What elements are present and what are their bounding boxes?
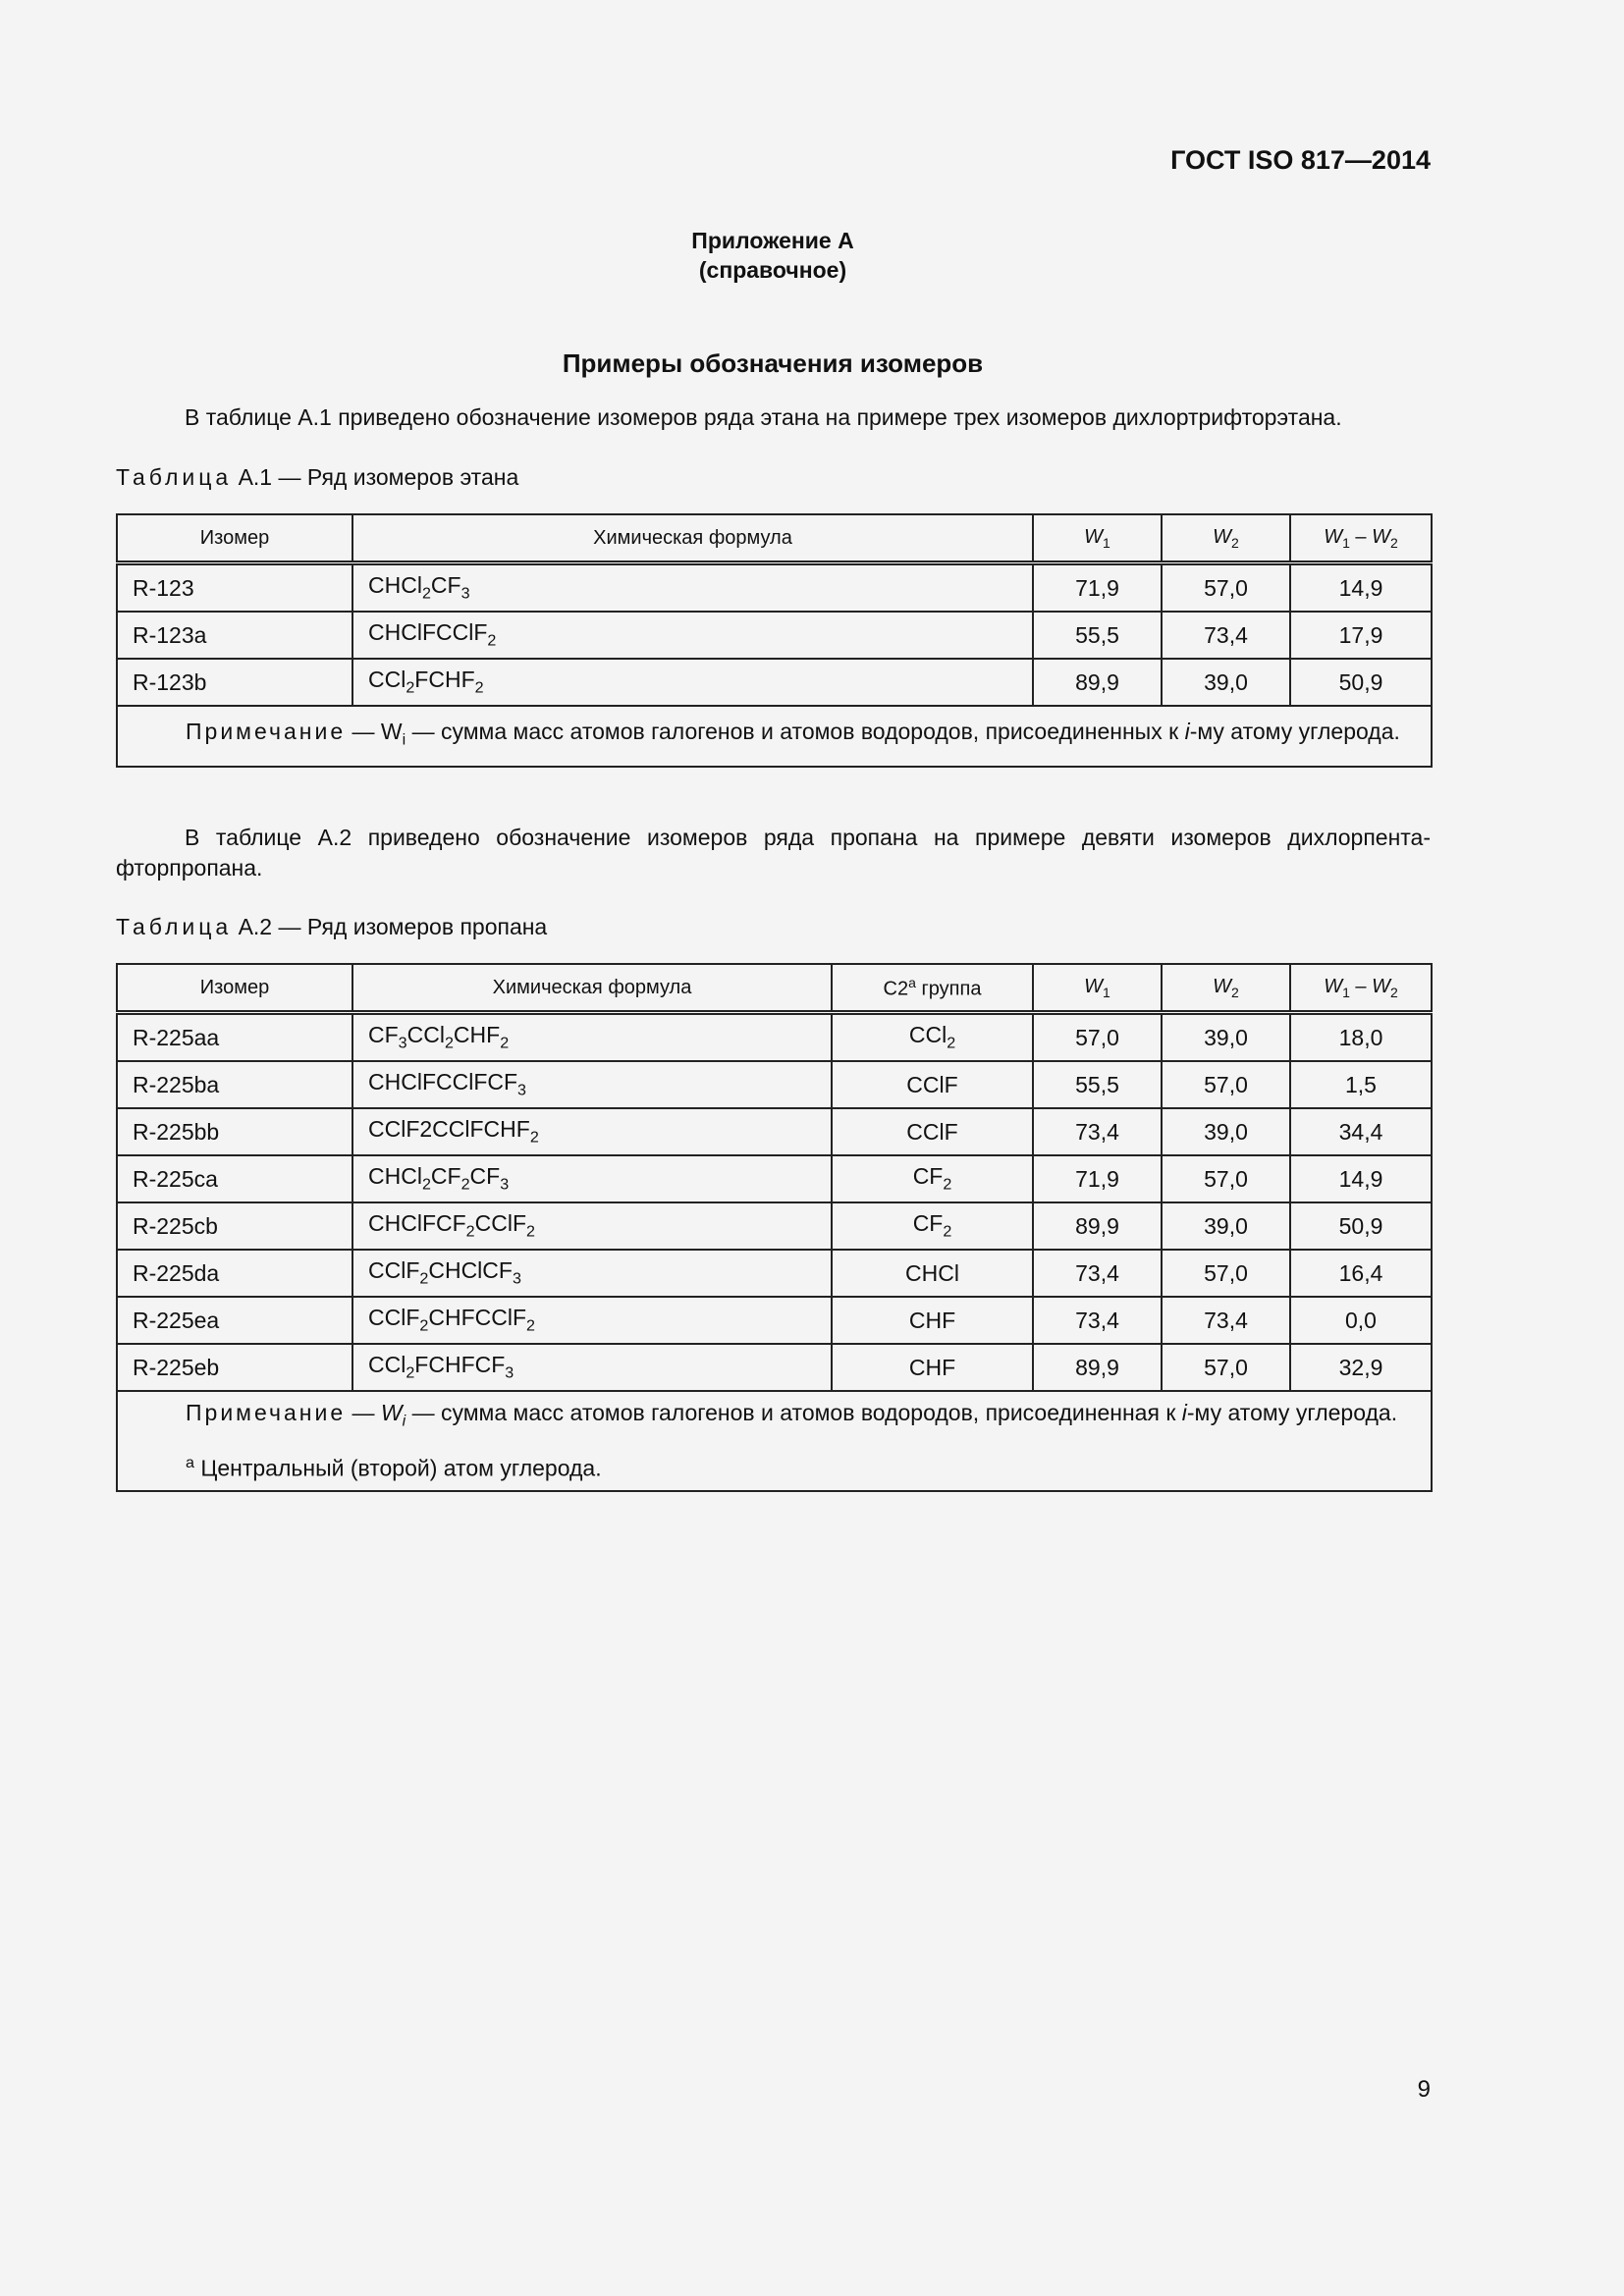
table1-note-row [117,706,1432,767]
table-row [117,612,1432,659]
col-formula: Химическая формула [352,964,832,1013]
col-isomer: Изомер [117,964,352,1013]
cell-c2-group: CCl$_2$ [832,1013,1033,1062]
cell-w2: 57,0 [1162,1061,1290,1108]
cell-formula: $CHCl_2CF_3$ [352,563,1033,613]
cell-isomer: R-225ca [117,1155,352,1202]
cell-formula: CClF$_2$CHFCClF$_2$ [352,1297,832,1344]
cell-diff: 50,9 [1290,1202,1432,1250]
table-row [117,1344,1432,1391]
col-w2: $W_2$ [1162,514,1290,563]
cell-isomer: R-225da [117,1250,352,1297]
cell-w2: 57,0 [1162,1250,1290,1297]
table1-header-row [117,514,1432,563]
cell-c2-group: $CF_2$ [832,1202,1033,1250]
table2-header-row [117,964,1432,1013]
cell-w2: 39,0 [1162,1202,1290,1250]
cell-w1: 57,0 [1033,1013,1162,1062]
table2-note-row [117,1391,1432,1491]
col-c2-group: C2$^a$ группа [832,964,1033,1013]
table2-caption [116,914,547,940]
table2-caption-prefix: Таблица [116,914,233,939]
table-row [117,1297,1432,1344]
cell-c2-group: CHCl [832,1250,1033,1297]
document-code: ГОСТ ISO 817—2014 [1170,145,1431,175]
cell-formula: CHClFCClF$_2$ [352,612,1033,659]
cell-w2: 57,0 [1162,1155,1290,1202]
appendix-heading [0,226,1545,285]
cell-c2-group: $CF_2$ [832,1155,1033,1202]
cell-formula: CClF$_2$CHClCF$_3$ [352,1250,832,1297]
intro-paragraph-1: В таблице А.1 приведено обозначение изомеров ряда этана на примере трех изомеров дихлортрифторэтана. [185,404,1342,430]
cell-formula: CClF2CClFCHF$_2$ [352,1108,832,1155]
cell-w2: 73,4 [1162,1297,1290,1344]
cell-formula: CHClFCF$_2$CClF$_2$ [352,1202,832,1250]
cell-w2: 39,0 [1162,1108,1290,1155]
table2-caption-text: А.2 — Ряд изомеров пропана [238,914,548,939]
table-row [117,1108,1432,1155]
cell-w1: 73,4 [1033,1250,1162,1297]
col-w2: $W_2$ [1162,964,1290,1013]
col-w1: $W_1$ [1033,964,1162,1013]
cell-w2: 57,0 [1162,1344,1290,1391]
table1-caption [116,464,518,491]
cell-diff: 17,9 [1290,612,1432,659]
cell-w1: 71,9 [1033,1155,1162,1202]
cell-diff: 34,4 [1290,1108,1432,1155]
cell-c2-group: CClF [832,1061,1033,1108]
cell-c2-group: CHF [832,1344,1033,1391]
cell-formula: $CHCl_2CF_2CF_3$ [352,1155,832,1202]
appendix-title: Приложение А [691,228,854,253]
cell-isomer: R-123 [117,563,352,613]
table-row [117,1250,1432,1297]
page-number: 9 [1417,2076,1431,2103]
table1-note: Примечание — $W_i$ — сумма масс атомов галогенов и атомов водородов, присоединенных к i-му атому углерода. [117,706,1432,767]
cell-w1: 89,9 [1033,1202,1162,1250]
table1-caption-text: А.1 — Ряд изомеров этана [238,464,519,490]
table-row [117,1202,1432,1250]
cell-formula: $CF_3CCl_2CHF_2$ [352,1013,832,1062]
table2-footnote: $^a$ Центральный (второй) атом углерода. [186,1453,602,1481]
cell-isomer: R-225bb [117,1108,352,1155]
cell-w2: 73,4 [1162,612,1290,659]
cell-c2-group: CHF [832,1297,1033,1344]
cell-w1: 55,5 [1033,1061,1162,1108]
cell-diff: 50,9 [1290,659,1432,706]
cell-isomer: R-225aa [117,1013,352,1062]
cell-diff: 1,5 [1290,1061,1432,1108]
table-ethane-isomers [116,513,1433,768]
table-row [117,1155,1432,1202]
col-w1: $W_1$ [1033,514,1162,563]
table1-caption-prefix: Таблица [116,464,233,490]
col-isomer: Изомер [117,514,352,563]
cell-w2: 39,0 [1162,659,1290,706]
cell-isomer: R-225ba [117,1061,352,1108]
cell-w1: 89,9 [1033,1344,1162,1391]
cell-isomer: R-225cb [117,1202,352,1250]
cell-w1: 89,9 [1033,659,1162,706]
table2-note: Примечание — $W_i$ — сумма масс атомов галогенов и атомов водородов, присоединенная к i-му атому углерода. $^a$ Центральный (второй) атом углерода. [117,1391,1432,1491]
cell-isomer: R-225eb [117,1344,352,1391]
cell-formula: $CCl_2FCHF_2$ [352,659,1033,706]
col-formula: Химическая формула [352,514,1033,563]
cell-formula: CHClFCClFCF$_3$ [352,1061,832,1108]
cell-w1: 71,9 [1033,563,1162,613]
cell-isomer: R-123a [117,612,352,659]
col-diff: $W_1 - W_2$ [1290,514,1432,563]
cell-diff: 0,0 [1290,1297,1432,1344]
cell-w2: 57,0 [1162,563,1290,613]
cell-c2-group: CClF [832,1108,1033,1155]
cell-isomer: R-225ea [117,1297,352,1344]
appendix-subtitle: (справочное) [698,257,847,283]
table-row [117,563,1432,613]
intro-paragraph-2: В таблице А.2 приведено обозначение изомеров ряда пропана на примере девяти изомеров дихлорпента-фторпропана. [116,825,1431,881]
table-row [117,659,1432,706]
cell-diff: 16,4 [1290,1250,1432,1297]
section-title: Примеры обозначения изомеров [562,348,984,378]
cell-w1: 55,5 [1033,612,1162,659]
cell-w1: 73,4 [1033,1108,1162,1155]
cell-diff: 14,9 [1290,1155,1432,1202]
cell-diff: 32,9 [1290,1344,1432,1391]
table-propane-isomers [116,963,1433,1492]
table-row [117,1013,1432,1062]
cell-w1: 73,4 [1033,1297,1162,1344]
cell-isomer: R-123b [117,659,352,706]
table-row [117,1061,1432,1108]
col-diff: $W_1 - W_2$ [1290,964,1432,1013]
cell-diff: 14,9 [1290,563,1432,613]
cell-w2: 39,0 [1162,1013,1290,1062]
cell-formula: $CCl_2FCHFCF_3$ [352,1344,832,1391]
cell-diff: 18,0 [1290,1013,1432,1062]
